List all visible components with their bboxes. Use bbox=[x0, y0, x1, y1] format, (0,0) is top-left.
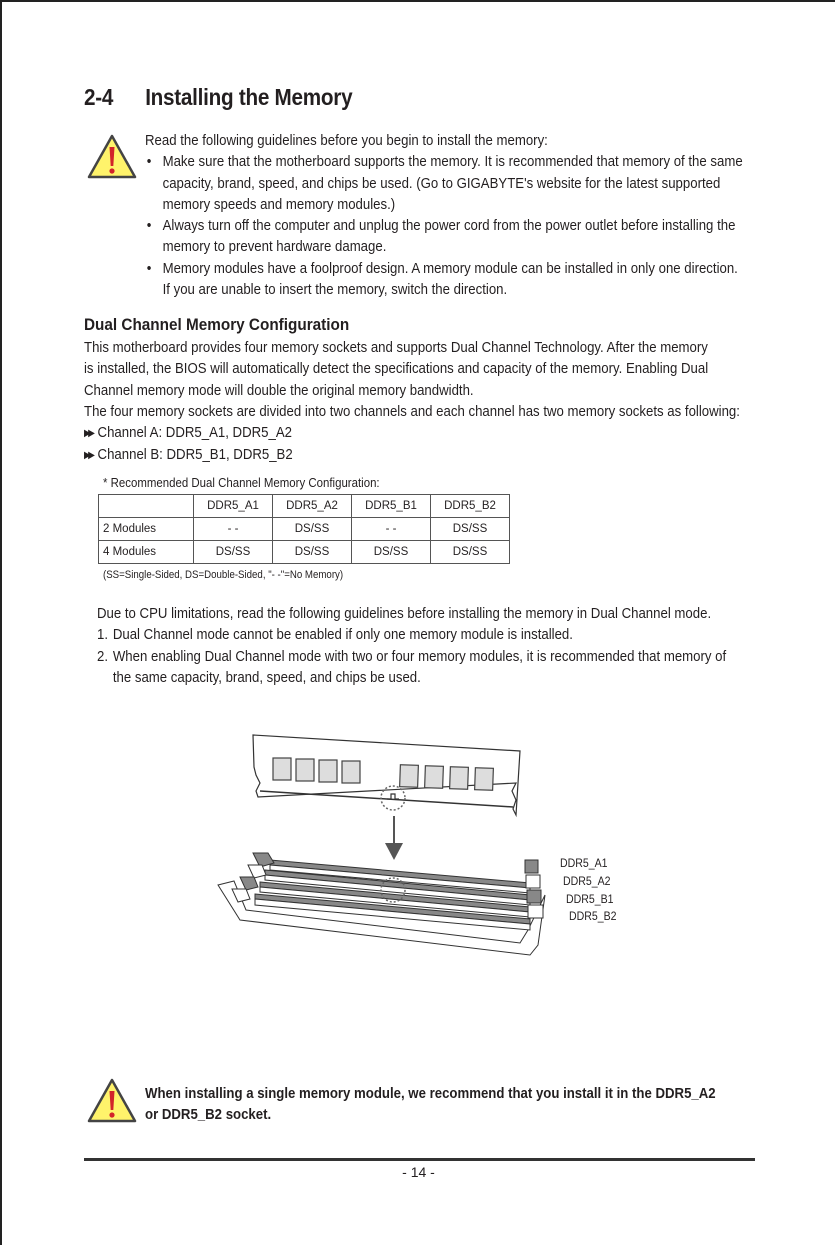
memory-install-diagram bbox=[210, 725, 630, 970]
item-line: When enabling Dual Channel mode with two or four memory modules, it is recommended that memory of bbox=[112, 647, 727, 665]
section-title bbox=[84, 84, 352, 111]
table-header-cell: DDR5_A2 bbox=[273, 495, 352, 518]
slot-label-b2: DDR5_B2 bbox=[569, 909, 617, 923]
channel-item bbox=[84, 422, 755, 444]
slot-label-b1: DDR5_B1 bbox=[566, 892, 614, 906]
cpu-guidelines bbox=[97, 603, 759, 688]
channel-text: Channel A: DDR5_A1, DDR5_A2 bbox=[97, 424, 292, 442]
slot-label-a2: DDR5_A2 bbox=[563, 874, 611, 888]
section-number: 2-4 bbox=[84, 84, 114, 110]
table-header-cell: DDR5_B1 bbox=[352, 495, 431, 518]
table-cell: - - bbox=[194, 518, 273, 541]
table-cell: DS/SS bbox=[431, 541, 510, 564]
paragraph-line: The four memory sockets are divided into two channels and each channel has two memory sockets as following: bbox=[84, 402, 740, 420]
paragraph-line: This motherboard provides four memory sockets and supports Dual Channel Technology. After the memory bbox=[84, 339, 708, 356]
warning-icon bbox=[86, 133, 138, 181]
item-number: 2. bbox=[97, 647, 109, 665]
dual-channel-heading: Dual Channel Memory Configuration bbox=[84, 315, 350, 334]
table-cell: DS/SS bbox=[194, 541, 273, 564]
warning-line: When installing a single memory module, we recommend that you install it in the DDR5_A2 bbox=[145, 1085, 716, 1102]
channel-item bbox=[84, 444, 755, 466]
bullet-line: • Memory modules have a foolproof design. A memory module can be installed in only one direction. bbox=[162, 259, 738, 277]
numbered-item bbox=[97, 624, 759, 645]
section-title-text: Installing the Memory bbox=[145, 84, 353, 110]
bullet-line: memory speeds and memory modules.) bbox=[162, 195, 396, 213]
table-cell: DS/SS bbox=[431, 518, 510, 541]
table-cell: 4 Modules bbox=[99, 541, 194, 564]
table-row bbox=[99, 518, 510, 541]
table-cell: 2 Modules bbox=[99, 518, 194, 541]
table-header-row bbox=[99, 495, 510, 518]
dimm-illustration bbox=[210, 725, 630, 965]
bullet-line: capacity, brand, speed, and chips be used. (Go to GIGABYTE's website for the latest supported bbox=[162, 174, 721, 192]
item-line: the same capacity, brand, speed, and chips be used. bbox=[112, 668, 421, 686]
table-cell: DS/SS bbox=[273, 541, 352, 564]
footer-rule bbox=[84, 1158, 755, 1161]
memory-config-table bbox=[98, 494, 510, 564]
table-cell: DS/SS bbox=[273, 518, 352, 541]
table-cell: - - bbox=[352, 518, 431, 541]
table-note: * Recommended Dual Channel Memory Configuration: bbox=[103, 475, 380, 490]
table-cell: DS/SS bbox=[352, 541, 431, 564]
channel-text: Channel B: DDR5_B1, DDR5_B2 bbox=[97, 446, 293, 464]
dual-channel-description bbox=[84, 337, 755, 467]
double-arrow-icon: ▶▶ bbox=[84, 428, 93, 440]
warning-line: or DDR5_B2 socket. bbox=[145, 1106, 272, 1124]
item-line: Dual Channel mode cannot be enabled if only one memory module is installed. bbox=[112, 626, 573, 644]
memory-slots-icon bbox=[218, 853, 545, 955]
guideline-bullet bbox=[145, 151, 754, 215]
bullet-line: • Always turn off the computer and unplug the power cord from the power outlet before installing the bbox=[162, 217, 736, 235]
paragraph-line: is installed, the BIOS will automatically detect the specifications and capacity of the memory. Enabling Dual bbox=[84, 360, 709, 378]
table-row bbox=[99, 541, 510, 564]
bullet-line: • Make sure that the motherboard supports the memory. It is recommended that memory of the same bbox=[162, 153, 743, 171]
bullet-line: memory to prevent hardware damage. bbox=[162, 238, 387, 256]
cpu-lead: Due to CPU limitations, read the following guidelines before installing the memory in Dual Channel mode. bbox=[97, 605, 712, 622]
table-header-cell: DDR5_B2 bbox=[431, 495, 510, 518]
single-module-warning bbox=[145, 1083, 761, 1126]
bullet-line: If you are unable to insert the memory, switch the direction. bbox=[162, 281, 508, 299]
page-number: - 14 - bbox=[402, 1164, 435, 1180]
warning-icon bbox=[86, 1077, 138, 1125]
slot-label-a1: DDR5_A1 bbox=[560, 856, 608, 870]
guideline-bullet bbox=[145, 258, 754, 301]
intro-lead: Read the following guidelines before you begin to install the memory: bbox=[145, 132, 548, 149]
intro-guidelines bbox=[145, 130, 754, 300]
memory-module-icon bbox=[253, 735, 520, 815]
table-legend: (SS=Single-Sided, DS=Double-Sided, "- -"=No Memory) bbox=[103, 569, 344, 581]
table-header-cell: DDR5_A1 bbox=[194, 495, 273, 518]
numbered-item bbox=[97, 646, 759, 689]
table-header-cell bbox=[99, 495, 194, 518]
paragraph-line: Channel memory mode will double the original memory bandwidth. bbox=[84, 381, 474, 399]
down-arrow-icon bbox=[385, 816, 403, 860]
double-arrow-icon: ▶▶ bbox=[84, 450, 93, 462]
item-number: 1. bbox=[97, 626, 109, 644]
guideline-bullet bbox=[145, 215, 754, 258]
